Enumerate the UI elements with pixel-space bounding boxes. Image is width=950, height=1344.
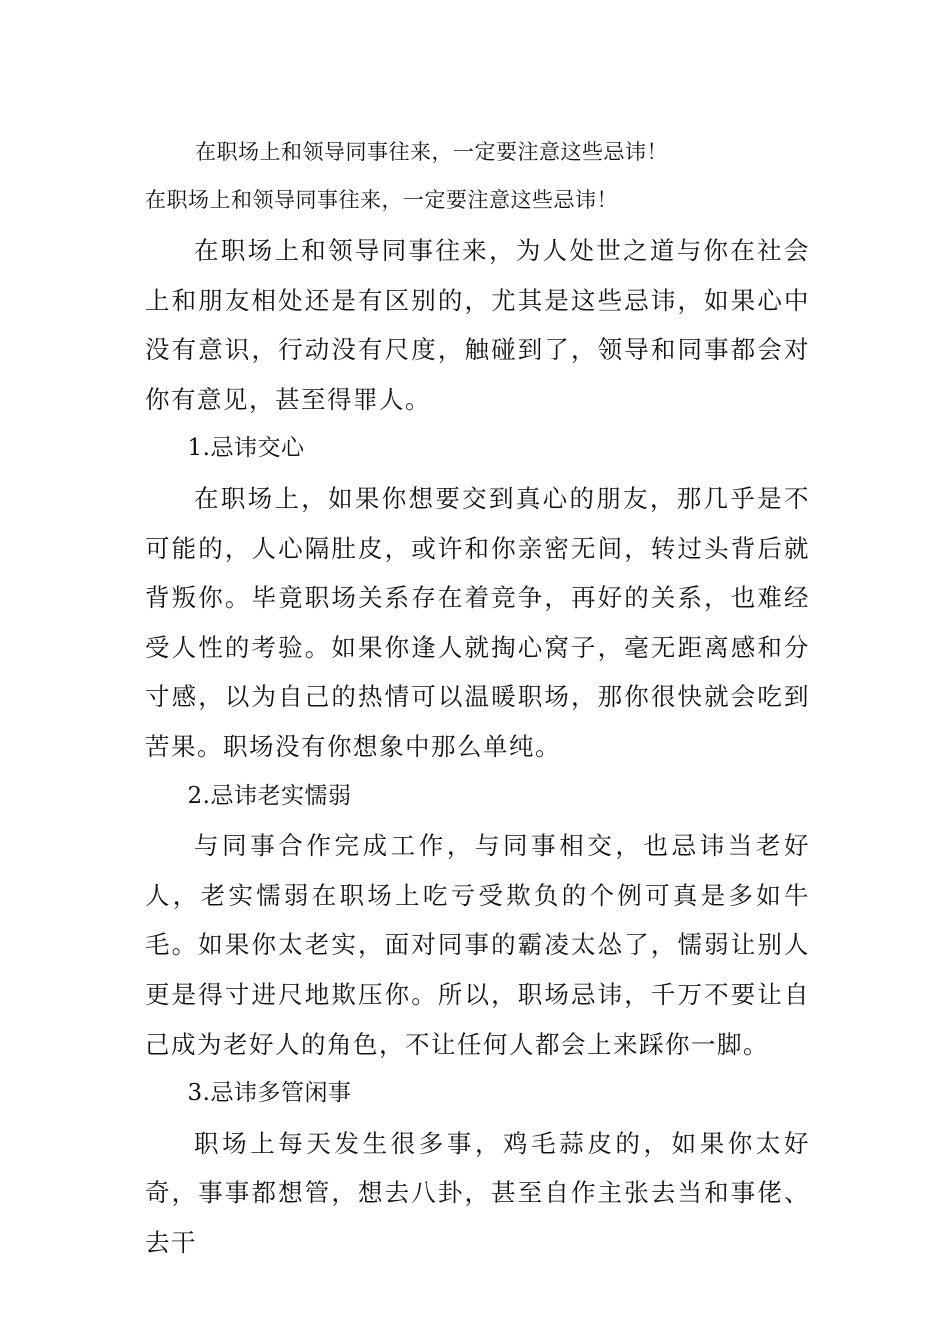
section-heading-2: 2.忌讳老实懦弱	[187, 782, 352, 809]
section-paragraph-3: 职场上每天发生很多事，鸡毛蒜皮的，如果你太好奇，事事都想管，想去八卦，甚至自作主张去当和事佬、去干	[145, 1128, 810, 1257]
document-subtitle: 在职场上和领导同事往来，一定要注意这些忌讳！	[145, 188, 618, 212]
section-paragraph-2: 与同事合作完成工作，与同事相交，也忌讳当老好人，老实懦弱在职场上吃亏受欺负的个例可真是多如牛毛。如果你太老实，面对同事的霸凌太怂了，懦弱让别人更是得寸进尺地欺压你。所以，职场忌讳，千万不要让自己成为老好人的角色，不让任何人都会上来踩你一脚。	[145, 831, 810, 1059]
section-heading-1: 1.忌讳交心	[187, 435, 305, 462]
intro-paragraph: 在职场上和领导同事往来，为人处世之道与你在社会上和朋友相处还是有区别的，尤其是这些忌讳，如果心中没有意识，行动没有尺度，触碰到了，领导和同事都会对你有意见，甚至得罪人。	[145, 236, 810, 414]
document-title: 在职场上和领导同事往来，一定要注意这些忌讳！	[195, 140, 668, 164]
section-heading-3: 3.忌讳多管闲事	[187, 1080, 352, 1107]
section-paragraph-1: 在职场上，如果你想要交到真心的朋友，那几乎是不可能的，人心隔肚皮，或许和你亲密无间，转过头背后就背叛你。毕竟职场关系存在着竞争，再好的关系，也难经受人性的考验。如果你逢人就掏心窝子，毫无距离感和分寸感，以为自己的热情可以温暖职场，那你很快就会吃到苦果。职场没有你想象中那么单纯。	[145, 483, 810, 761]
document-body	[145, 226, 810, 1267]
